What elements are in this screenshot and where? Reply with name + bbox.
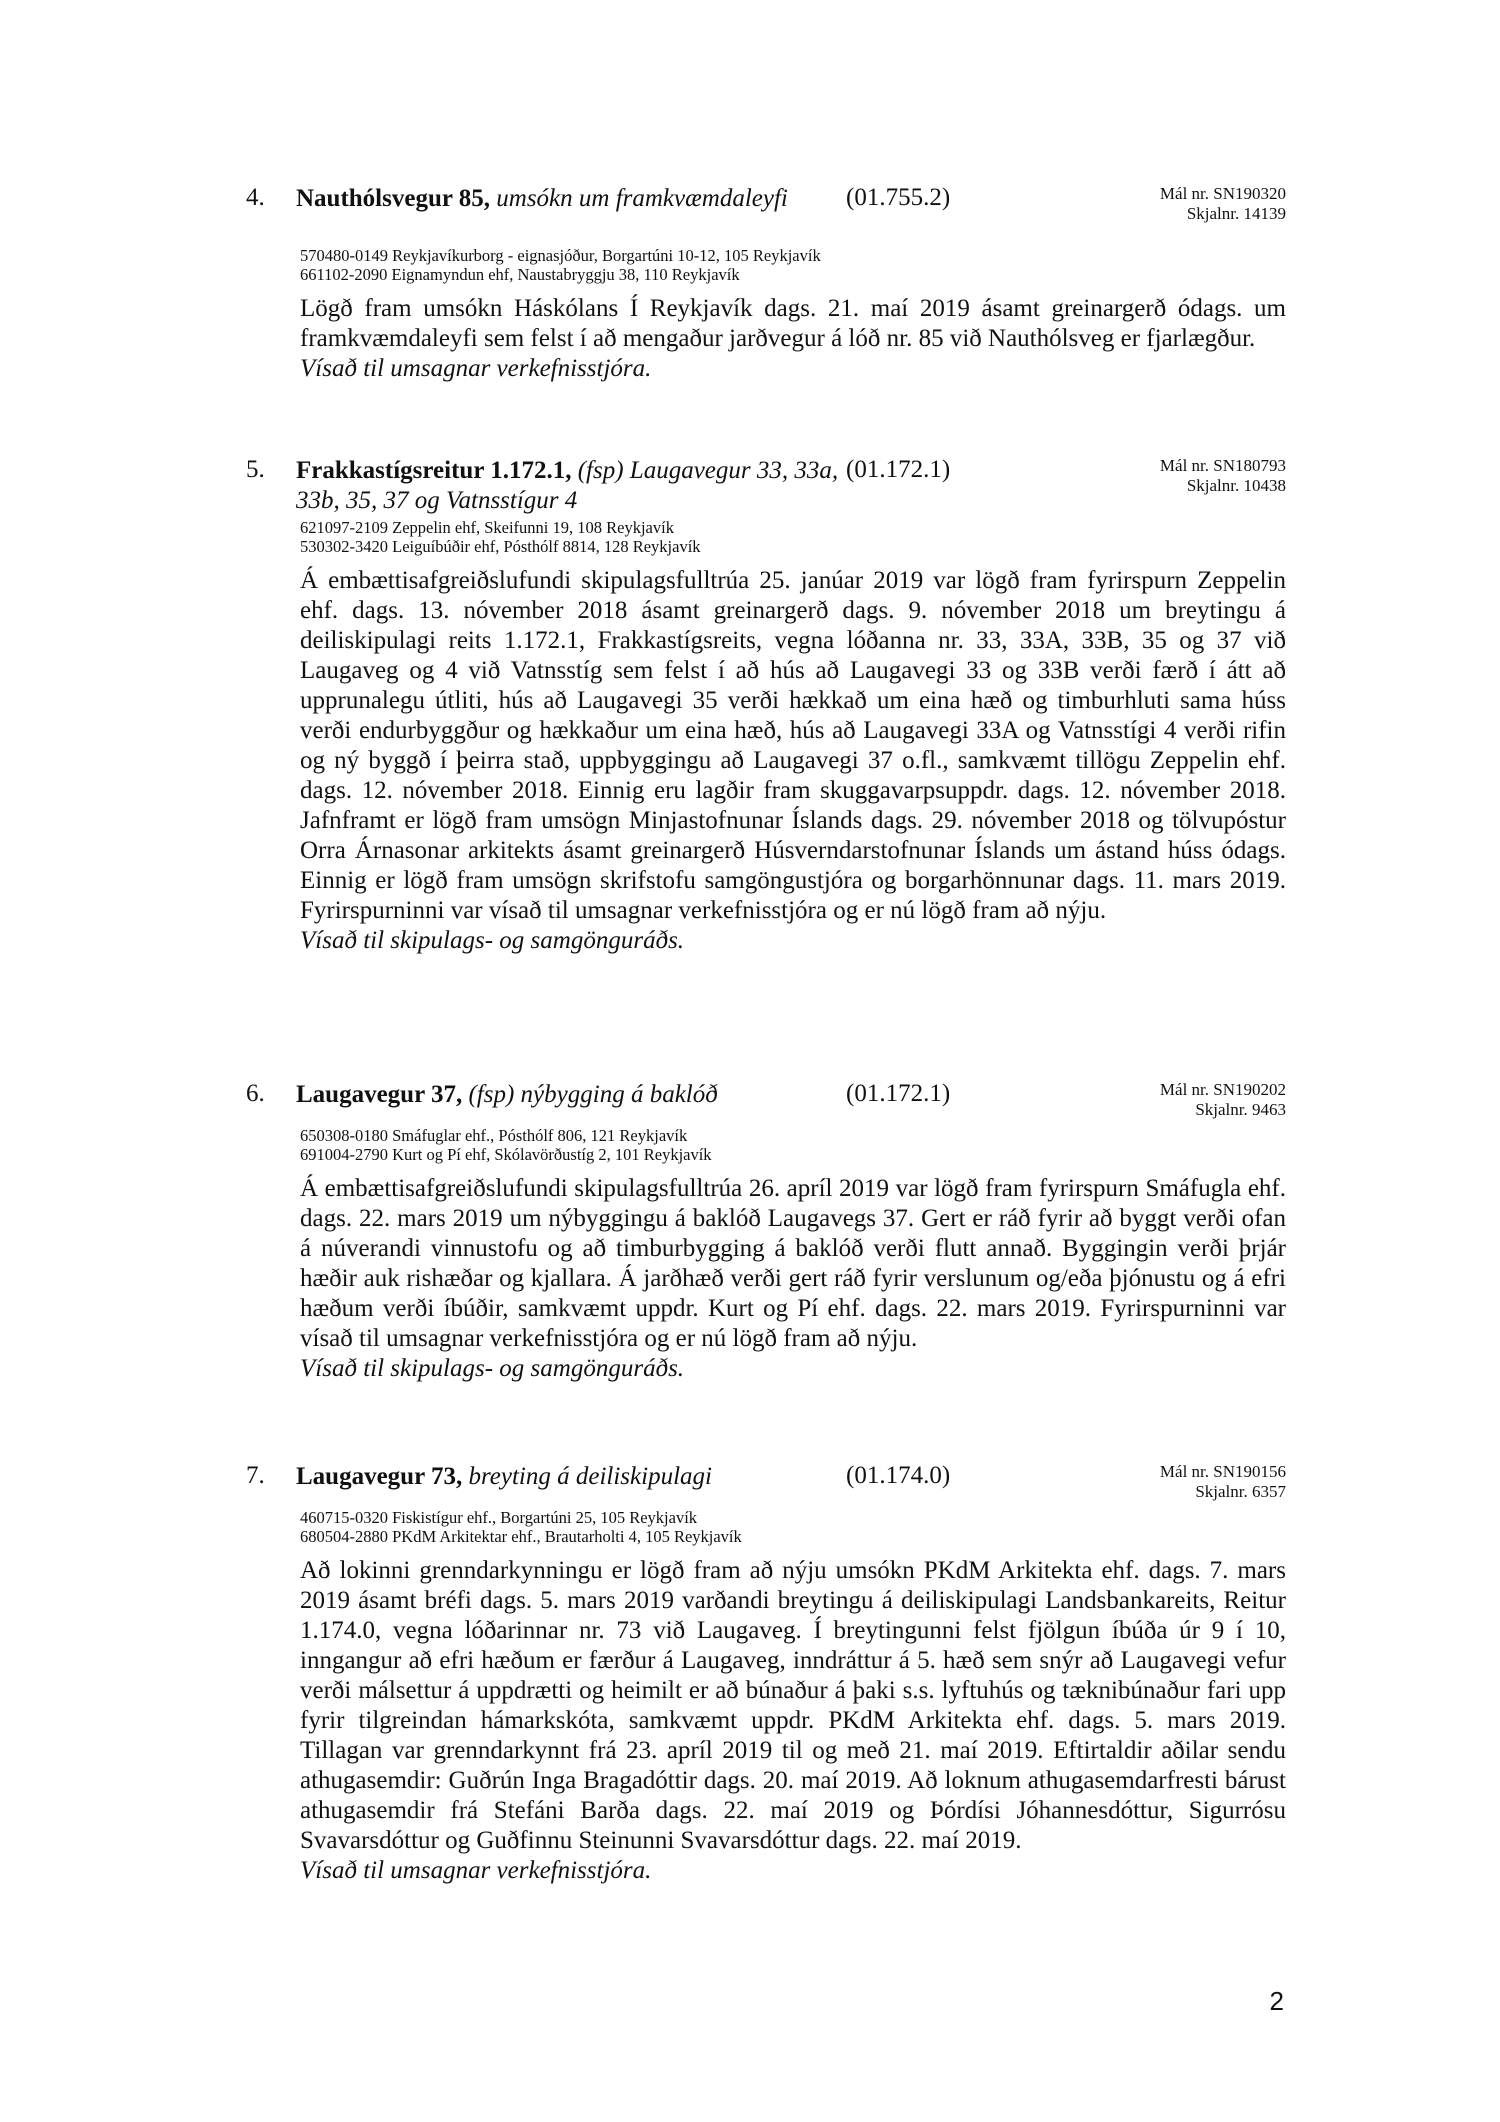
document-number: Skjalnr. 6357 <box>1195 1482 1286 1501</box>
item-title-italic: (fsp) Laugavegur 33, 33a, 33b, 35, 37 og Vatnsstígur 4 <box>296 457 839 514</box>
owner-line: 460715-0320 Fiskistígur ehf., Borgartúni 25, 105 Reykjavík <box>300 1508 698 1527</box>
item-number: 5. <box>246 456 265 483</box>
item-body <box>300 294 1286 384</box>
case-number: Mál nr. SN180793 <box>1159 456 1286 475</box>
document-number: Skjalnr. 10438 <box>1186 476 1286 495</box>
case-number: Mál nr. SN190202 <box>1159 1080 1286 1099</box>
item-title-bold: Nauthólsvegur 85, <box>296 185 491 212</box>
item-body <box>300 1174 1286 1384</box>
document-number: Skjalnr. 9463 <box>1195 1100 1286 1119</box>
case-number: Mál nr. SN190320 <box>1159 184 1286 203</box>
item-body <box>300 566 1286 956</box>
item-reference <box>1086 184 1286 224</box>
page-number: 2 <box>1269 1986 1284 2016</box>
item-title <box>296 456 856 516</box>
item-text: Á embættisafgreiðslufundi skipulagsfulltrúa 26. apríl 2019 var lögð fram fyrirspurn Smáfugla ehf. dags. 22. mars 2019 um nýbyggingu á baklóð Laugavegs 37. Gert er ráð fyrir að byggt verði ofan á núverandi vinnustofu og að timburbygging á baklóð verði flutt annað. Byggingin verði þrjár hæðir auk rishæðar og kjallara. Á jarðhæð verði gert ráð fyrir verslunum og/eða þjónustu og á efri hæðum verði íbúðir, samkvæmt uppdr. Kurt og Pí ehf. dags. 22. mars 2019. Fyrirspurninni var vísað til umsagnar verkefnisstjóra og er nú lögð fram að nýju. <box>300 1175 1286 1352</box>
item-title-bold: Laugavegur 73, <box>296 1463 463 1490</box>
case-number: Mál nr. SN190156 <box>1159 1462 1286 1481</box>
item-code: (01.174.0) <box>846 1462 951 1489</box>
item-title-italic: (fsp) nýbygging á baklóð <box>468 1081 718 1108</box>
item-number: 6. <box>246 1080 265 1107</box>
owners-list <box>300 246 821 284</box>
item-body <box>300 1556 1286 1886</box>
item-code: (01.755.2) <box>846 184 951 211</box>
item-title <box>296 1080 856 1110</box>
owner-line: 680504-2880 PKdM Arkitektar ehf., Brautarholti 4, 105 Reykjavík <box>300 1527 742 1546</box>
item-verdict: Vísað til umsagnar verkefnisstjóra. <box>300 355 652 382</box>
item-title-bold: Laugavegur 37, <box>296 1081 463 1108</box>
item-verdict: Vísað til skipulags- og samgönguráðs. <box>300 1355 685 1382</box>
owner-line: 691004-2790 Kurt og Pí ehf, Skólavörðustíg 2, 101 Reykjavík <box>300 1145 712 1164</box>
document-number: Skjalnr. 14139 <box>1186 204 1286 223</box>
item-reference <box>1086 1080 1286 1120</box>
owners-list <box>300 518 701 556</box>
item-title <box>296 1462 856 1492</box>
owners-list <box>300 1508 742 1546</box>
item-reference <box>1086 456 1286 496</box>
item-title <box>296 184 856 214</box>
item-text: Á embættisafgreiðslufundi skipulagsfulltrúa 25. janúar 2019 var lögð fram fyrirspurn Zeppelin ehf. dags. 13. nóvember 2018 ásamt greinargerð dags. 9. nóvember 2018 um breytingu á deiliskipulagi reits 1.172.1, Frakkastígsreits, vegna lóðanna nr. 33, 33A, 33B, 35 og 37 við Laugaveg og 4 við Vatnsstíg sem felst í að hús að Laugavegi 33 og 33B verði færð í átt að upprunalegu útliti, hús að Laugavegi 35 verði hækkað um eina hæð og timburhluti sama húss verði endurbyggður og hækkaður um eina hæð, hús að Laugavegi 33A og Vatnsstígi 4 verði rifin og ný byggð í þeirra stað, uppbyggingu að Laugavegi 37 o.fl., samkvæmt tillögu Zeppelin ehf. dags. 12. nóvember 2018. Einnig eru lagðir fram skuggavarpsuppdr. dags. 12. nóvember 2018. Jafnframt er lögð fram umsögn Minjastofnunar Íslands dags. 29. nóvember 2018 og tölvupóstur Orra Árnasonar arkitekts ásamt greinargerð Húsverndarstofnunar Íslands um ástand húss ódags. Einnig er lögð fram umsögn skrifstofu samgöngustjóra og borgarhönnunar dags. 11. mars 2019. Fyrirspurninni var vísað til umsagnar verkefnisstjóra og er nú lögð fram að nýju. <box>300 567 1286 924</box>
owner-line: 530302-3420 Leiguíbúðir ehf, Pósthólf 8814, 128 Reykjavík <box>300 537 701 556</box>
owner-line: 621097-2109 Zeppelin ehf, Skeifunni 19, 108 Reykjavík <box>300 518 674 537</box>
item-number: 7. <box>246 1462 265 1489</box>
item-number: 4. <box>246 184 265 211</box>
owner-line: 570480-0149 Reykjavíkurborg - eignasjóður, Borgartúni 10-12, 105 Reykjavík <box>300 246 821 265</box>
item-title-bold: Frakkastígsreitur 1.172.1, <box>296 457 572 484</box>
item-title-italic: breyting á deiliskipulagi <box>468 1463 712 1490</box>
item-text: Að lokinni grenndarkynningu er lögð fram að nýju umsókn PKdM Arkitekta ehf. dags. 7. mars 2019 ásamt bréfi dags. 5. mars 2019 varðandi breytingu á deiliskipulagi Landsbankareits, Reitur 1.174.0, vegna lóðarinnar nr. 73 við Laugaveg. Í breytingunni felst fjölgun íbúða úr 9 í 10, inngangur að efri hæðum er færður á Laugaveg, inndráttur á 5. hæð sem snýr að Laugavegi vefur verði málsettur á uppdrætti og heimilt er að búnaður á þaki s.s. lyftuhús og tæknibúnaður fari upp fyrir tilgreindan hámarkskóta, samkvæmt uppdr. PKdM Arkitekta ehf. dags. 5. mars 2019. Tillagan var grenndarkynnt frá 23. apríl 2019 til og með 21. maí 2019. Eftirtaldir aðilar sendu athugasemdir: Guðrún Inga Bragadóttir dags. 20. maí 2019. Að loknum athugasemdarfresti bárust athugasemdir frá Stefáni Barða dags. 22. maí 2019 og Þórdísi Jóhannesdóttur, Sigurrósu Svavarsdóttur og Guðfinnu Steinunni Svavarsdóttur dags. 22. maí 2019. <box>300 1557 1286 1854</box>
item-code: (01.172.1) <box>846 456 951 483</box>
item-reference <box>1086 1462 1286 1502</box>
item-verdict: Vísað til skipulags- og samgönguráðs. <box>300 927 685 954</box>
owners-list <box>300 1126 712 1164</box>
item-verdict: Vísað til umsagnar verkefnisstjóra. <box>300 1857 652 1884</box>
item-text: Lögð fram umsókn Háskólans Í Reykjavík dags. 21. maí 2019 ásamt greinargerð ódags. um framkvæmdaleyfi sem felst í að mengaður jarðvegur á lóð nr. 85 við Nauthólsveg er fjarlægður. <box>300 295 1286 352</box>
owner-line: 661102-2090 Eignamyndun ehf, Naustabryggju 38, 110 Reykjavík <box>300 265 740 284</box>
item-code: (01.172.1) <box>846 1080 951 1107</box>
item-title-italic: umsókn um framkvæmdaleyfi <box>496 185 788 212</box>
owner-line: 650308-0180 Smáfuglar ehf., Pósthólf 806, 121 Reykjavík <box>300 1126 688 1145</box>
